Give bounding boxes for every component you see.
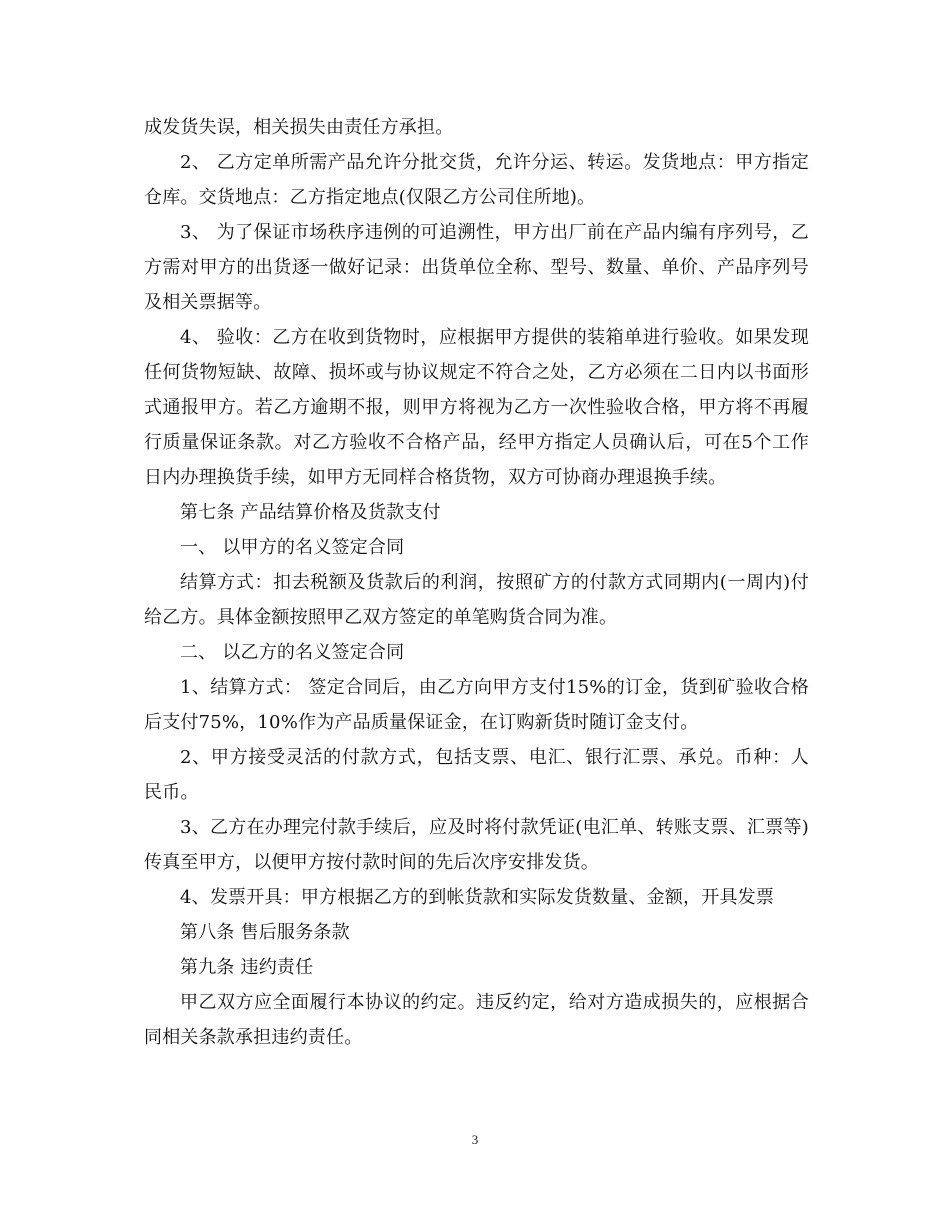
heading-article-7: 第七条 产品结算价格及货款支付 [180, 502, 441, 523]
paragraph-serial-numbers: 3、 为了保证市场秩序违例的可追溯性，甲方出厂前在产品内编有序列号，乙方需对甲方的出货逐一做好记录：出货单位全称、型号、数量、单价、产品序列号及相关票据等。 [144, 222, 809, 313]
document-body [144, 110, 809, 1055]
paragraph-delivery-batches: 2、 乙方定单所需产品允许分批交货，允许分运、转运。发货地点：甲方指定仓库。交货地点：乙方指定地点(仅限乙方公司住所地)。 [144, 152, 809, 208]
paragraph-liability: 甲乙双方应全面履行本协议的约定。违反约定，给对方造成损失的，应根据合同相关条款承担违约责任。 [144, 992, 809, 1048]
paragraph-payment-proof: 3、乙方在办理完付款手续后，应及时将付款凭证(电汇单、转账支票、汇票等)传真至甲方，以便甲方按付款时间的先后次序安排发货。 [144, 817, 809, 873]
paragraph-settlement-a: 结算方式：扣去税额及货款后的利润，按照矿方的付款方式同期内(一周内)付给乙方。具体金额按照甲乙双方签定的单笔购货合同为准。 [144, 572, 809, 628]
paragraph-acceptance: 4、 验收：乙方在收到货物时，应根据甲方提供的装箱单进行验收。如果发现任何货物短缺、故障、损坏或与协议规定不符合之处，乙方必须在二日内以书面形式通报甲方。若乙方逾期不报，则甲方将视为乙方一次性验收合格，甲方将不再履行质量保证条款。对乙方验收不合格产品，经甲方指定人员确认后，可在5个工作日内办理换货手续，如甲方无同样合格货物，双方可协商办理退换手续。 [144, 327, 809, 488]
heading-article-8: 第八条 售后服务条款 [180, 922, 350, 943]
paragraph-invoice: 4、发票开具：甲方根据乙方的到帐货款和实际发货数量、金额，开具发票 [180, 887, 775, 908]
paragraph-continuation: 成发货失误，相关损失由责任方承担。 [144, 117, 454, 138]
heading-contract-party-b: 二、 以乙方的名义签定合同 [180, 642, 405, 663]
page-number: 3 [471, 1132, 479, 1147]
heading-article-9: 第九条 违约责任 [180, 957, 314, 978]
paragraph-settlement-b: 1、结算方式： 签定合同后，由乙方向甲方支付15%的订金，货到矿验收合格后支付75%，10%作为产品质量保证金，在订购新货时随订金支付。 [144, 677, 809, 733]
paragraph-payment-methods: 2、甲方接受灵活的付款方式，包括支票、电汇、银行汇票、承兑。币种：人民币。 [144, 747, 809, 803]
heading-contract-party-a: 一、 以甲方的名义签定合同 [180, 537, 405, 558]
